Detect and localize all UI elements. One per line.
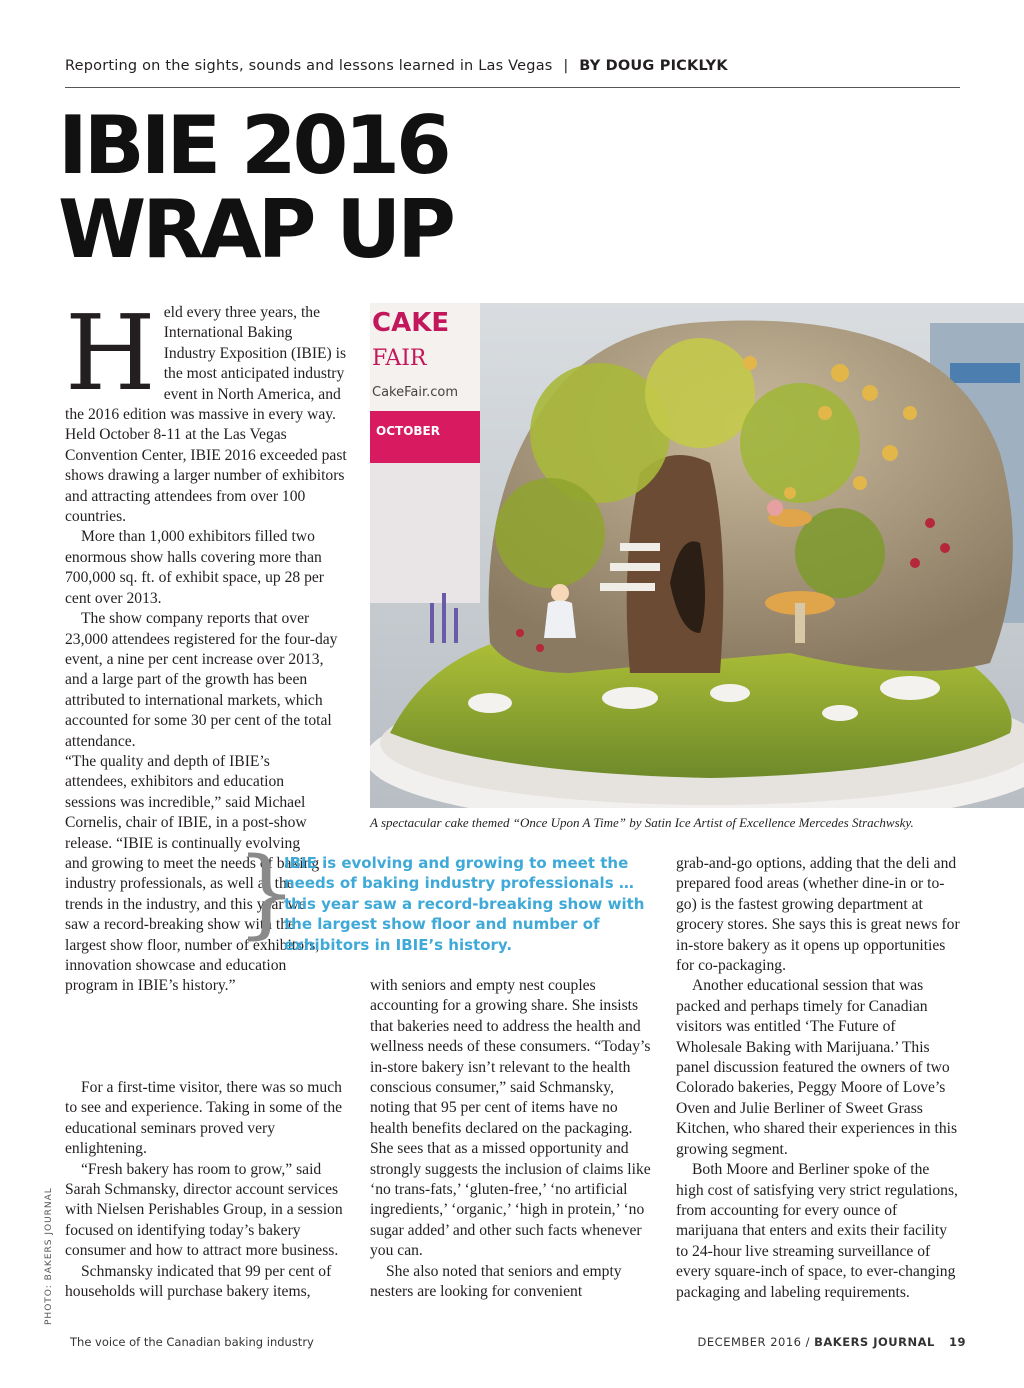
quote-paragraph: “The quality and depth of IBIE’s attendees, exhibitors and education sessions was incredible,” said Michael Cornelis, chair of IBIE, in a post-show release. “IBIE is continually evolving and growing to meet the needs of baking industry professionals, as well as the trends in the industry, and this year we saw a record-breaking show with the largest show floor, number of exhibitors, innovation showcase and education program in IBIE’s history.” (65, 752, 320, 995)
headline-line-1: IBIE 2016 (58, 99, 448, 192)
paragraph: eld every three years, the International Baking Industry Exposition (IBIE) is the most anticipated industry event in North America, and the 2016 edition was massive in every way. Held October 8-11 at the Las Vegas Convention Center, IBIE 2016 exceeded past shows drawing a larger number of exhibitors and attracting attendees from over 100 countries. (65, 304, 347, 526)
footer-magazine: BAKERS JOURNAL (814, 1335, 935, 1349)
paragraph: with seniors and empty nest couples accounting for a growing share. She insists that bakeries need to address the health and wellness needs of these consumers. “Today’s in-store bakery isn’t relevant to the health conscious consumer,” said Schmansky, noting that 95 per cent of items have no health benefits declared on the packaging. She sees that as a missed opportunity and strongly suggests the inclusion of claims like ‘no trans-fats,’ ‘gluten-free,’ ‘no artificial ingredients,’ ‘organic,’ ‘high in protein,’ ‘no sugar added’ and other such facts whenever you can. (370, 977, 651, 1260)
photo-credit: PHOTO: BAKERS JOURNAL (44, 1187, 54, 1325)
paragraph: Another educational session that was packed and perhaps timely for Canadian visitors was entitled ‘The Future of Wholesale Baking with Marijuana.’ This panel discussion featured the owners of two Colorado bakeries, Peggy Moore of Love’s Oven and Julie Berliner of Sweet Grass Kitchen, who shared their experiences in this growing segment. (676, 977, 958, 1158)
sign-text-4: OCTOBER (376, 424, 440, 438)
paragraph: grab-and-go options, adding that the deli and prepared food areas (whether dine-in or to-go) is the fastest growing department at grocery stores. She says this is great news for in-store bakery as it opens up opportunities for co-packaging. (676, 855, 960, 975)
byline: BY DOUG PICKLYK (579, 58, 728, 74)
footer-tagline: The voice of the Canadian baking industry (70, 1335, 314, 1349)
footer-issue: DECEMBER 2016 / (697, 1335, 810, 1349)
cake-photo (370, 303, 1024, 808)
pull-quote: IBIE is evolving and growing to meet the needs of baking industry professionals … this year saw a record-breaking show with the largest show floor and number of exhibitors in IBIE’s history. (284, 854, 645, 954)
paragraph: For a first-time visitor, there was so much to see and experience. Taking in some of the educational seminars proved very enlightening. (65, 1079, 343, 1158)
drop-cap: H (65, 292, 156, 414)
photo-caption: A spectacular cake themed “Once Upon A Time” by Satin Ice Artist of Excellence Mercedes Strachwsky. (370, 815, 914, 830)
article-column-2 (370, 976, 652, 1303)
article-column-3 (676, 854, 960, 1303)
paragraph: The show company reports that over 23,000 attendees registered for the four-day event, a nine per cent increase over 2013, and a large part of the growth has been attributed to international markets, which accounted for some 30 per cent of the total attendance. (65, 610, 338, 750)
sign-text-3: CakeFair.com (372, 385, 459, 400)
headline-line-2: WRAP UP (58, 183, 452, 276)
kicker-line (65, 58, 960, 74)
paragraph: Schmansky indicated that 99 per cent of households will purchase bakery items, (65, 1262, 332, 1301)
paragraph: She also noted that seniors and empty nesters are looking for convenient (370, 1262, 622, 1301)
paragraph: “Fresh bakery has room to grow,” said Sarah Schmansky, director account services with Nielsen Perishables Group, in a session focused on identifying today’s bakery consumer and how to attract more business. (65, 1160, 343, 1260)
headline (58, 99, 452, 276)
article-column-1-continued (65, 1078, 348, 1302)
page-number: 19 (948, 1335, 966, 1349)
paragraph: Both Moore and Berliner spoke of the high cost of satisfying very strict regulations, from accounting for every ounce of marijuana that enters and exits their facility to 24-hour live streaming surveillance of every square-inch of space, to ever-changing packaging and labeling requirements. (676, 1161, 958, 1301)
kicker-text: Reporting on the sights, sounds and lessons learned in Las Vegas (65, 58, 553, 74)
sign-text-1: CAKE (372, 308, 450, 338)
paragraph: More than 1,000 exhibitors filled two enormous show halls covering more than 700,000 sq. ft. of exhibit space, up 28 per cent over 2013. (65, 528, 324, 607)
header-rule (65, 87, 960, 88)
cake-illustration (370, 303, 1024, 808)
footer-folio (698, 1335, 966, 1349)
kicker-separator: | (563, 58, 569, 74)
pullquote-brace: } (236, 837, 298, 949)
sign-text-2: FAIR (372, 346, 427, 371)
